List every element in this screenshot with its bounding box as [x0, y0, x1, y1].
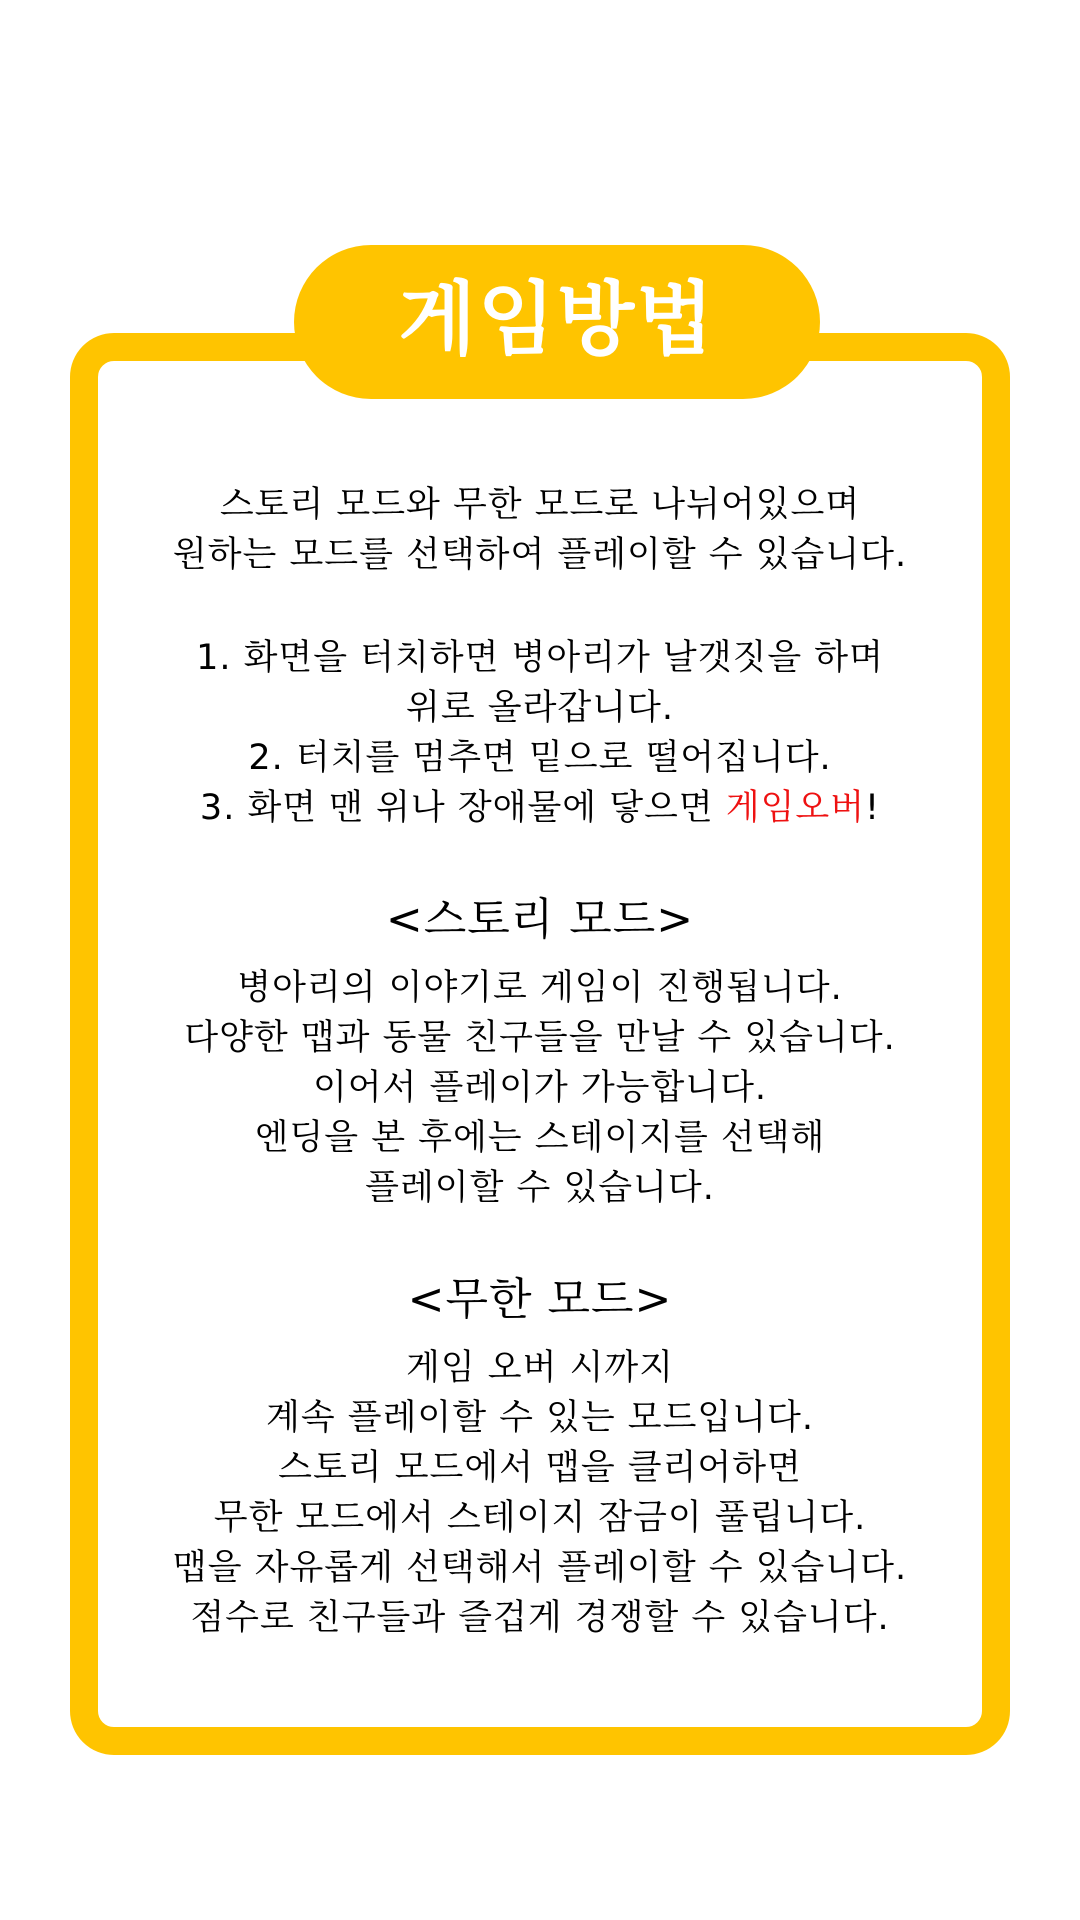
endless-mode-line: 맵을 자유롭게 선택해서 플레이할 수 있습니다. — [172, 1548, 908, 1588]
instructions-content — [98, 480, 982, 1643]
rule-2: 2. 터치를 멈추면 밑으로 떨어집니다. — [248, 738, 832, 778]
rule-1-line-2: 위로 올라갑니다. — [406, 688, 674, 728]
story-mode-line: 병아리의 이야기로 게임이 진행됩니다. — [237, 968, 843, 1008]
story-mode-line: 엔딩을 본 후에는 스테이지를 선택해 — [254, 1118, 826, 1158]
story-mode-line: 다양한 맵과 동물 친구들을 만날 수 있습니다. — [184, 1018, 896, 1058]
story-mode-heading: <스토리 모드> — [385, 894, 695, 945]
intro-line: 스토리 모드와 무한 모드로 나뉘어있으며 — [219, 485, 861, 525]
game-over-highlight: 게임오버 — [725, 788, 866, 828]
endless-mode-line: 무한 모드에서 스테이지 잠금이 풀립니다. — [213, 1498, 867, 1538]
page-title: 게임방법 — [398, 273, 716, 366]
endless-mode-line: 스토리 모드에서 맵을 클리어하면 — [278, 1448, 802, 1488]
rule-3-prefix: 3. 화면 맨 위나 장애물에 닿으면 — [199, 788, 726, 828]
rule-3 — [98, 783, 982, 833]
rule-1-line-1: 1. 화면을 터치하면 병아리가 날갯짓을 하며 — [196, 638, 884, 678]
title-tab — [294, 245, 820, 399]
story-mode-line: 플레이할 수 있습니다. — [365, 1168, 715, 1208]
rule-3-suffix: ! — [865, 788, 881, 828]
endless-mode-line: 계속 플레이할 수 있는 모드입니다. — [266, 1398, 814, 1438]
endless-mode-line: 게임 오버 시까지 — [406, 1348, 674, 1388]
endless-mode-heading: <무한 모드> — [407, 1274, 673, 1325]
intro-line: 원하는 모드를 선택하여 플레이할 수 있습니다. — [172, 535, 908, 575]
endless-mode-line: 점수로 친구들과 즐겁게 경쟁할 수 있습니다. — [190, 1598, 890, 1638]
story-mode-line: 이어서 플레이가 가능합니다. — [312, 1068, 768, 1108]
